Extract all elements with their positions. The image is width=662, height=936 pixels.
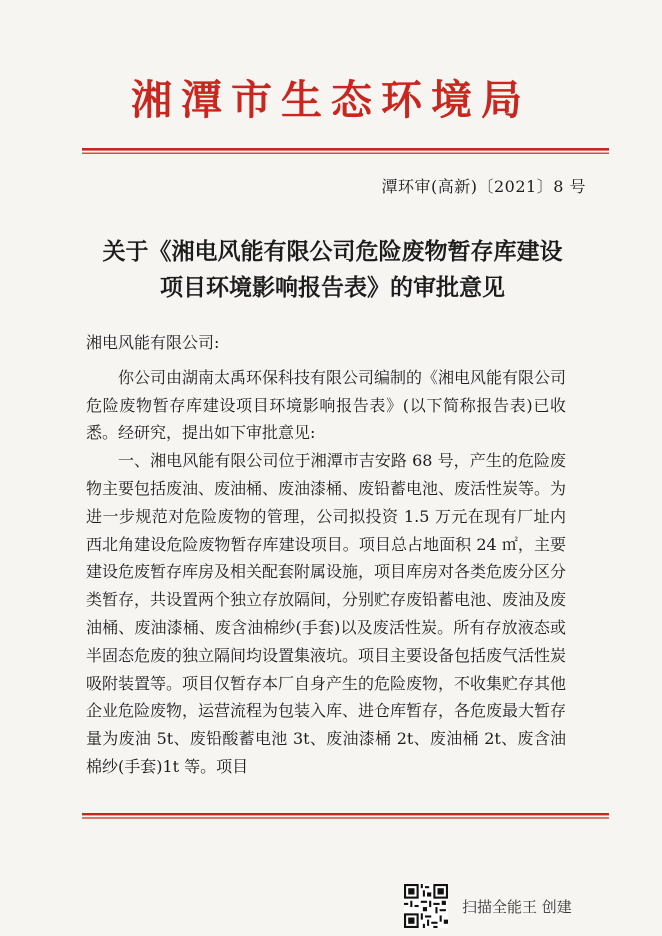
paragraph-2: 一、湘电风能有限公司位于湘潭市吉安路 68 号，产生的危险废物主要包括废油、废油桶、废油漆桶、废铅蓄电池、废活性炭等。为进一步规范对危险废物的管理，公司拟投资 1.5 万元在现有厂址内西北角建设危险废物暂存库建设项目。项目总占地面积 24 ㎡，主要建设危废暂存库房及相关配套附属设施，项目库房对各类危废分区分类暂存，共设置两个独立存放隔间，分别贮存废铅蓄电池、废油及废油桶、废油漆桶、废含油棉纱(手套)以及废活性炭。所有存放液态或半固态危废的独立隔间均设置集液坑。项目主要设备包括废气活性炭吸附装置等。项目仅暂存本厂自身产生的危险废物，不收集贮存其他企业危险废物，运营流程为包装入库、进仓库暂存，各危废最大暂存量为废油 5t、废铅酸蓄电池 3t、废油漆桶 2t、废油桶 2t、废含油棉纱(手套)1t 等。项目 [86,451,567,776]
salutation: 湘电风能有限公司: [86,333,220,352]
title-line-2: 项目环境影响报告表》的审批意见 [160,274,505,301]
agency-letterhead: 湘潭市生态环境局 [131,76,531,124]
document-number: 潭环审(高新)〔2021〕8 号 [381,177,586,196]
letterhead-divider [82,148,609,156]
qr-code-icon [404,884,448,928]
scanner-watermark [404,884,572,928]
title-line-1: 关于《湘电风能有限公司危险废物暂存库建设 [102,238,563,265]
document-title [60,234,605,306]
document-body [86,329,566,781]
scanner-brand-label: 扫描全能王 创建 [462,897,572,916]
paragraph-1: 你公司由湖南太禹环保科技有限公司编制的《湘电风能有限公司危险废物暂存库建设项目环境影响报告表》(以下简称报告表)已收悉。经研究，提出如下审批意见: [86,367,567,443]
bottom-divider [82,813,609,821]
